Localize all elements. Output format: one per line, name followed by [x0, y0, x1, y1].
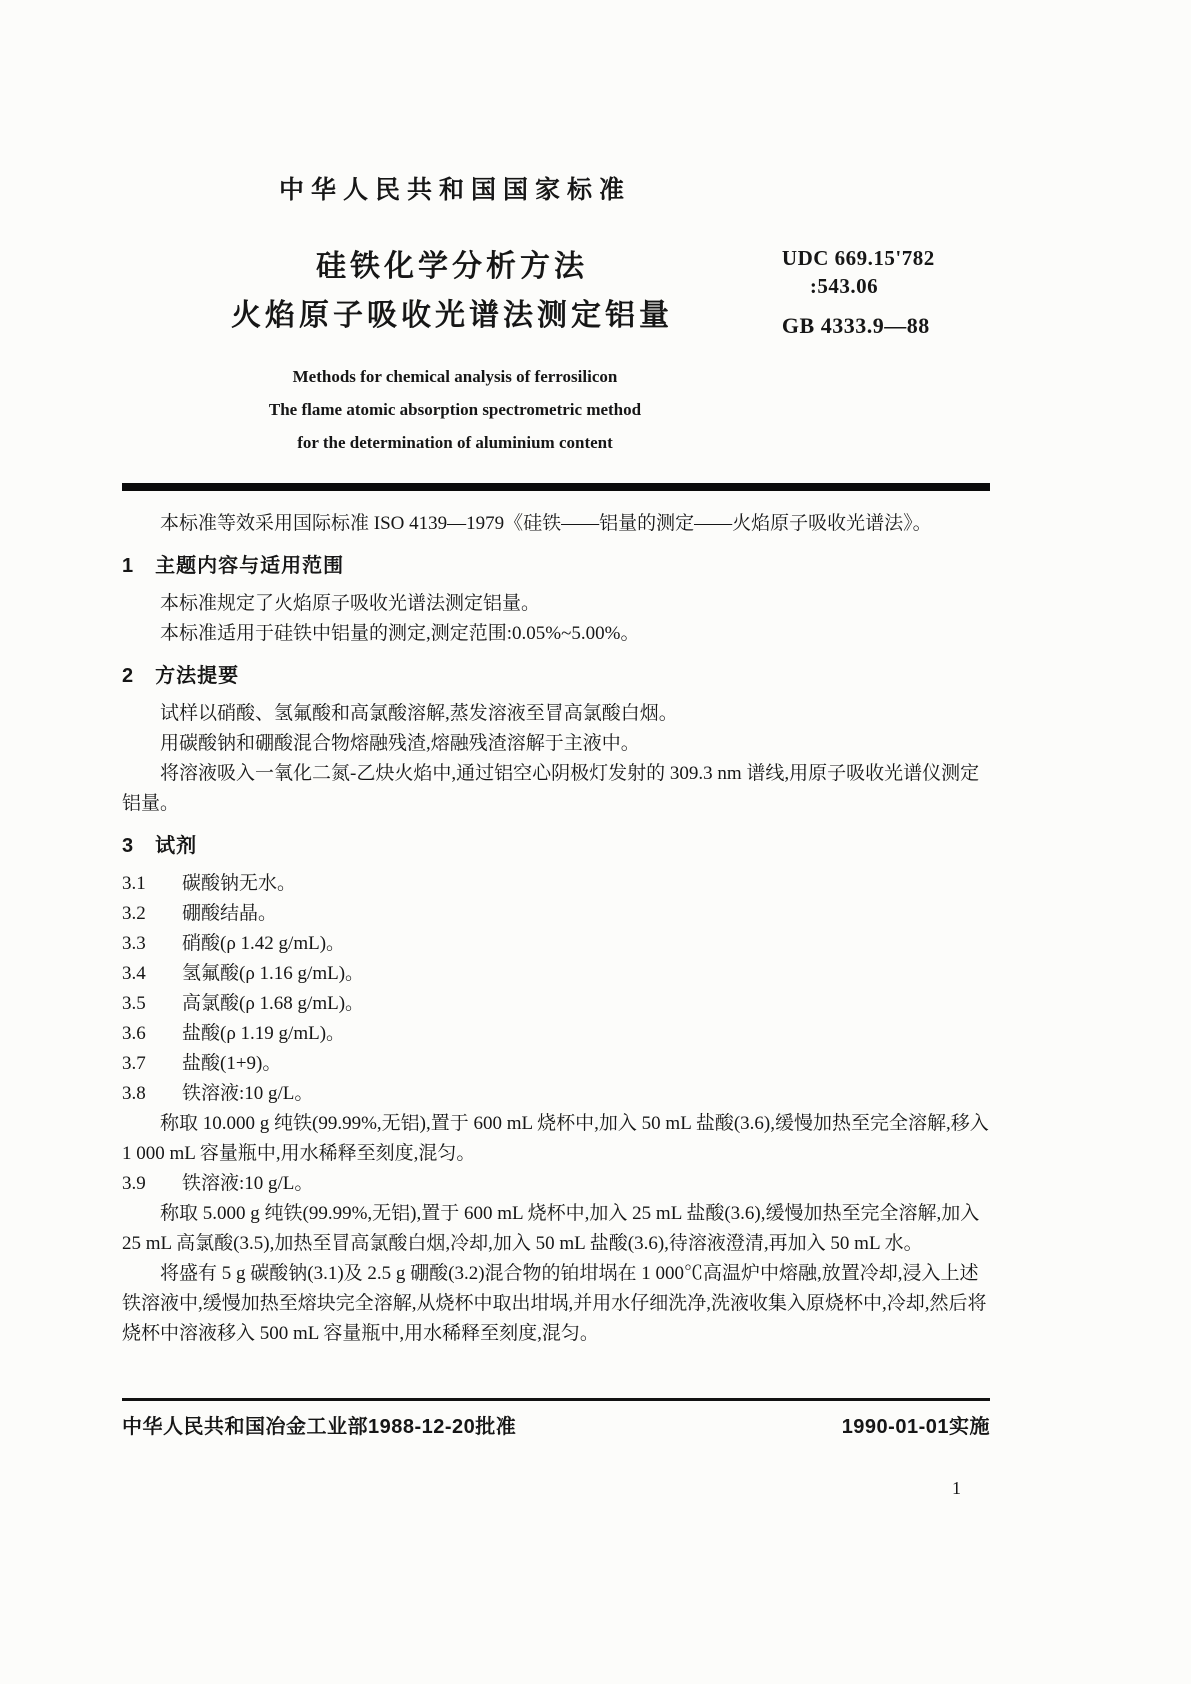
- reagent-item: [122, 989, 990, 1019]
- udc-number-line1: UDC 669.15'782: [781, 246, 935, 270]
- reagent-number: 3.8: [122, 1083, 146, 1104]
- reagent-3-8-preparation: 称取 10.000 g 纯铁(99.99%,无铝),置于 600 mL 烧杯中,加入 50 mL 盐酸(3.6),缓慢加热至完全溶解,移入 1 000 mL 容量瓶中,用水稀释至刻度,混匀。: [122, 1113, 989, 1164]
- reagent-item: [122, 1049, 990, 1079]
- title-cn-line1: 硅铁化学分析方法: [315, 250, 588, 283]
- reagent-text: 盐酸(1+9)。: [182, 1053, 282, 1074]
- reagent-text: 高氯酸(ρ 1.68 g/mL)。: [182, 993, 365, 1014]
- reagent-text: 铁溶液:10 g/L。: [182, 1173, 314, 1194]
- standard-org-title: 中华人民共和国国家标准: [278, 176, 631, 204]
- reagent-text: 盐酸(ρ 1.19 g/mL)。: [182, 1023, 346, 1044]
- reagent-number: 3.1: [122, 873, 146, 894]
- title-en-line1: Methods for chemical analysis of ferrosilicon: [292, 367, 618, 386]
- reagent-number: 3.2: [122, 903, 146, 924]
- reagent-item: [122, 959, 990, 989]
- reagent-item: [122, 1169, 990, 1199]
- reagent-3-9-preparation: 称取 5.000 g 纯铁(99.99%,无铝),置于 600 mL 烧杯中,加入 25 mL 盐酸(3.6),缓慢加热至完全溶解,加入 25 mL 高氯酸(3.5),加热至冒高氯酸白烟,冷却,加入 50 mL 盐酸(3.6),待溶液澄清,再加入 50 mL 水。: [122, 1203, 980, 1254]
- reagent-item: [122, 1079, 990, 1109]
- page-number: 1: [952, 1478, 961, 1498]
- footer: [122, 1398, 990, 1439]
- reagent-number: 3.7: [122, 1053, 146, 1074]
- section-2-heading: 2 方法提要: [122, 665, 240, 687]
- reagent-text: 铁溶液:10 g/L。: [182, 1083, 314, 1104]
- title-block: [122, 242, 990, 340]
- reagent-item: [122, 1019, 990, 1049]
- reagent-text: 氢氟酸(ρ 1.16 g/mL)。: [182, 963, 365, 984]
- approval-text: 中华人民共和国冶金工业部1988-12-20批准: [122, 1416, 517, 1438]
- standard-number: GB 4333.9—88: [781, 313, 930, 338]
- standard-codes: [782, 242, 990, 340]
- title-cn-line2: 火焰原子吸收光谱法测定铝量: [230, 299, 673, 332]
- implementation-text: 1990-01-01实施: [841, 1416, 990, 1438]
- reagent-number: 3.3: [122, 933, 146, 954]
- reagent-item: [122, 869, 990, 899]
- intro-paragraph: 本标准等效采用国际标准 ISO 4139—1979《硅铁——铝量的测定——火焰原子吸收光谱法》。: [160, 513, 932, 534]
- section-2-para-1: 试样以硝酸、氢氟酸和高氯酸溶解,蒸发溶液至冒高氯酸白烟。: [160, 703, 678, 724]
- section-1-heading: 1 主题内容与适用范围: [122, 555, 345, 577]
- section-1-para-2: 本标准适用于硅铁中铝量的测定,测定范围:0.05%~5.00%。: [160, 623, 640, 644]
- reagent-text: 硝酸(ρ 1.42 g/mL)。: [182, 933, 346, 954]
- reagent-number: 3.4: [122, 963, 146, 984]
- reagent-item: [122, 899, 990, 929]
- page-content: [122, 0, 990, 1349]
- reagent-number: 3.9: [122, 1173, 146, 1194]
- title-divider: [122, 483, 990, 491]
- reagent-number: 3.6: [122, 1023, 146, 1044]
- fusion-preparation-paragraph: 将盛有 5 g 碳酸钠(3.1)及 2.5 g 硼酸(3.2)混合物的铂坩埚在 1 000℃高温炉中熔融,放置冷却,浸入上述铁溶液中,缓慢加热至熔块完全溶解,从烧杯中取出坩埚,并用水仔细洗净,洗液收集入原烧杯中,冷却,然后将烧杯中溶液移入 500 mL 容量瓶中,用水稀释至刻度,混匀。: [122, 1263, 987, 1344]
- section-2-para-2: 用碳酸钠和硼酸混合物熔融残渣,熔融残渣溶解于主液中。: [160, 733, 640, 754]
- reagent-item: [122, 929, 990, 959]
- document-title-cn: [122, 242, 782, 340]
- document-title-en: [122, 360, 788, 459]
- section-1-para-1: 本标准规定了火焰原子吸收光谱法测定铝量。: [160, 593, 541, 614]
- title-en-line2: The flame atomic absorption spectrometric method: [268, 400, 642, 419]
- footer-divider: [122, 1398, 990, 1401]
- footer-text-row: [122, 1410, 990, 1439]
- section-3-heading: 3 试剂: [122, 835, 198, 857]
- reagent-number: 3.5: [122, 993, 146, 1014]
- reagent-text: 硼酸结晶。: [182, 903, 278, 924]
- reagent-text: 碳酸钠无水。: [182, 873, 297, 894]
- section-2-para-3: 将溶液吸入一氧化二氮-乙炔火焰中,通过铝空心阴极灯发射的 309.3 nm 谱线,用原子吸收光谱仪测定铝量。: [122, 763, 980, 814]
- udc-number-line2: :543.06: [809, 274, 879, 298]
- title-en-line3: for the determination of aluminium content: [297, 433, 613, 452]
